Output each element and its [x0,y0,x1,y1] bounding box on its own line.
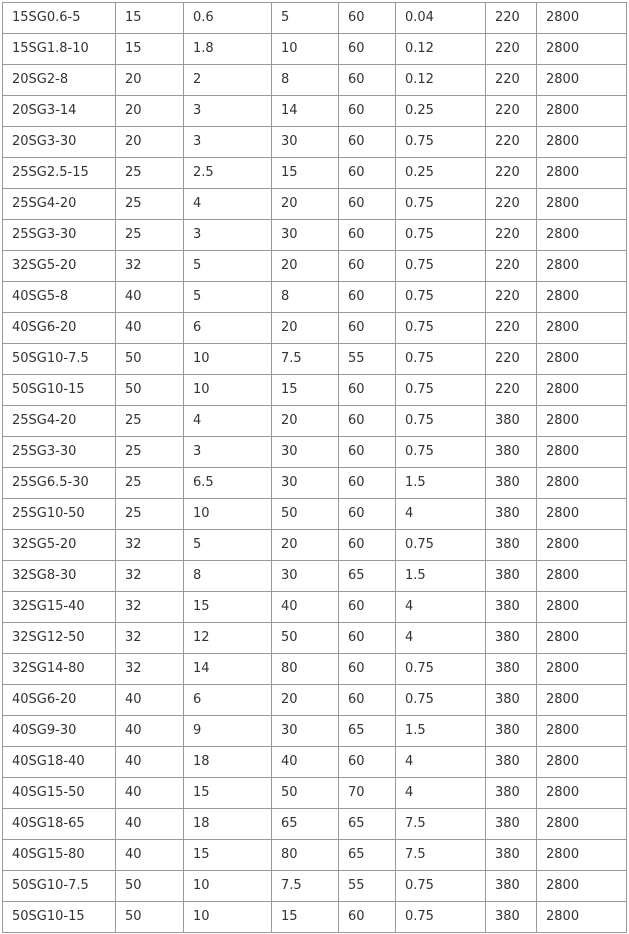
head-cell: 20 [272,189,339,220]
inlet-size-cell: 32 [116,654,184,685]
model-cell: 32SG8-30 [3,561,116,592]
flow-cell: 3 [184,220,272,251]
power-cell: 0.75 [396,282,486,313]
voltage-cell: 380 [486,685,537,716]
flow-cell: 4 [184,406,272,437]
col5-cell: 60 [339,313,396,344]
power-cell: 0.12 [396,65,486,96]
col5-cell: 65 [339,809,396,840]
inlet-size-cell: 15 [116,34,184,65]
col5-cell: 60 [339,127,396,158]
col5-cell: 60 [339,65,396,96]
voltage-cell: 380 [486,561,537,592]
model-cell: 40SG15-80 [3,840,116,871]
inlet-size-cell: 25 [116,437,184,468]
flow-cell: 10 [184,871,272,902]
power-cell: 4 [396,499,486,530]
table-row [3,34,627,65]
voltage-cell: 220 [486,344,537,375]
model-cell: 40SG6-20 [3,313,116,344]
table-row [3,468,627,499]
col5-cell: 60 [339,158,396,189]
power-cell: 0.25 [396,158,486,189]
flow-cell: 1.8 [184,34,272,65]
speed-cell: 2800 [537,251,627,282]
power-cell: 4 [396,747,486,778]
flow-cell: 6.5 [184,468,272,499]
speed-cell: 2800 [537,778,627,809]
head-cell: 40 [272,747,339,778]
table-row [3,375,627,406]
model-cell: 32SG15-40 [3,592,116,623]
inlet-size-cell: 40 [116,747,184,778]
speed-cell: 2800 [537,437,627,468]
col5-cell: 60 [339,34,396,65]
table-row [3,344,627,375]
head-cell: 30 [272,127,339,158]
speed-cell: 2800 [537,623,627,654]
voltage-cell: 220 [486,3,537,34]
voltage-cell: 220 [486,96,537,127]
model-cell: 40SG18-65 [3,809,116,840]
table-row [3,220,627,251]
inlet-size-cell: 32 [116,561,184,592]
pump-spec-table [2,2,627,933]
inlet-size-cell: 40 [116,809,184,840]
voltage-cell: 380 [486,406,537,437]
flow-cell: 9 [184,716,272,747]
speed-cell: 2800 [537,468,627,499]
model-cell: 40SG15-50 [3,778,116,809]
inlet-size-cell: 25 [116,499,184,530]
voltage-cell: 220 [486,251,537,282]
power-cell: 4 [396,592,486,623]
head-cell: 7.5 [272,344,339,375]
model-cell: 25SG4-20 [3,189,116,220]
table-row [3,406,627,437]
speed-cell: 2800 [537,65,627,96]
speed-cell: 2800 [537,406,627,437]
speed-cell: 2800 [537,561,627,592]
table-row [3,561,627,592]
head-cell: 40 [272,592,339,623]
flow-cell: 5 [184,530,272,561]
power-cell: 7.5 [396,809,486,840]
flow-cell: 6 [184,685,272,716]
col5-cell: 60 [339,654,396,685]
speed-cell: 2800 [537,654,627,685]
table-row [3,437,627,468]
speed-cell: 2800 [537,747,627,778]
head-cell: 20 [272,530,339,561]
inlet-size-cell: 20 [116,96,184,127]
flow-cell: 2.5 [184,158,272,189]
flow-cell: 10 [184,375,272,406]
inlet-size-cell: 40 [116,313,184,344]
head-cell: 30 [272,468,339,499]
table-row [3,902,627,933]
head-cell: 15 [272,375,339,406]
table-row [3,282,627,313]
power-cell: 7.5 [396,840,486,871]
speed-cell: 2800 [537,220,627,251]
inlet-size-cell: 50 [116,375,184,406]
head-cell: 80 [272,840,339,871]
col5-cell: 60 [339,468,396,499]
voltage-cell: 380 [486,654,537,685]
inlet-size-cell: 25 [116,189,184,220]
flow-cell: 2 [184,65,272,96]
head-cell: 8 [272,65,339,96]
speed-cell: 2800 [537,716,627,747]
voltage-cell: 220 [486,158,537,189]
flow-cell: 14 [184,654,272,685]
voltage-cell: 380 [486,623,537,654]
power-cell: 0.75 [396,902,486,933]
flow-cell: 10 [184,902,272,933]
speed-cell: 2800 [537,313,627,344]
col5-cell: 55 [339,344,396,375]
col5-cell: 60 [339,685,396,716]
voltage-cell: 380 [486,778,537,809]
voltage-cell: 220 [486,220,537,251]
inlet-size-cell: 40 [116,778,184,809]
model-cell: 32SG14-80 [3,654,116,685]
speed-cell: 2800 [537,96,627,127]
model-cell: 50SG10-7.5 [3,344,116,375]
flow-cell: 10 [184,344,272,375]
flow-cell: 3 [184,96,272,127]
col5-cell: 65 [339,561,396,592]
table-row [3,592,627,623]
flow-cell: 5 [184,282,272,313]
model-cell: 20SG3-14 [3,96,116,127]
power-cell: 0.75 [396,220,486,251]
model-cell: 40SG9-30 [3,716,116,747]
col5-cell: 60 [339,747,396,778]
col5-cell: 60 [339,96,396,127]
table-row [3,716,627,747]
voltage-cell: 380 [486,809,537,840]
table-row [3,499,627,530]
col5-cell: 65 [339,716,396,747]
head-cell: 50 [272,778,339,809]
power-cell: 1.5 [396,561,486,592]
flow-cell: 15 [184,840,272,871]
model-cell: 25SG6.5-30 [3,468,116,499]
speed-cell: 2800 [537,840,627,871]
power-cell: 0.75 [396,189,486,220]
head-cell: 50 [272,499,339,530]
table-body [3,3,627,933]
inlet-size-cell: 50 [116,344,184,375]
col5-cell: 60 [339,3,396,34]
power-cell: 0.25 [396,96,486,127]
head-cell: 15 [272,902,339,933]
col5-cell: 55 [339,871,396,902]
head-cell: 65 [272,809,339,840]
voltage-cell: 380 [486,468,537,499]
power-cell: 0.75 [396,654,486,685]
inlet-size-cell: 50 [116,871,184,902]
flow-cell: 3 [184,437,272,468]
col5-cell: 60 [339,220,396,251]
head-cell: 30 [272,561,339,592]
col5-cell: 60 [339,592,396,623]
table-row [3,530,627,561]
inlet-size-cell: 20 [116,65,184,96]
power-cell: 0.75 [396,375,486,406]
power-cell: 4 [396,778,486,809]
head-cell: 30 [272,220,339,251]
speed-cell: 2800 [537,809,627,840]
speed-cell: 2800 [537,530,627,561]
flow-cell: 8 [184,561,272,592]
inlet-size-cell: 32 [116,623,184,654]
flow-cell: 0.6 [184,3,272,34]
flow-cell: 5 [184,251,272,282]
table-row [3,871,627,902]
head-cell: 14 [272,96,339,127]
col5-cell: 60 [339,282,396,313]
voltage-cell: 380 [486,592,537,623]
inlet-size-cell: 20 [116,127,184,158]
speed-cell: 2800 [537,592,627,623]
model-cell: 32SG5-20 [3,530,116,561]
voltage-cell: 380 [486,499,537,530]
table-row [3,158,627,189]
model-cell: 40SG18-40 [3,747,116,778]
speed-cell: 2800 [537,127,627,158]
table-row [3,685,627,716]
power-cell: 0.12 [396,34,486,65]
model-cell: 40SG5-8 [3,282,116,313]
head-cell: 20 [272,251,339,282]
flow-cell: 4 [184,189,272,220]
power-cell: 0.75 [396,251,486,282]
power-cell: 0.75 [396,406,486,437]
model-cell: 20SG2-8 [3,65,116,96]
voltage-cell: 220 [486,65,537,96]
col5-cell: 60 [339,375,396,406]
voltage-cell: 220 [486,375,537,406]
inlet-size-cell: 32 [116,530,184,561]
col5-cell: 60 [339,530,396,561]
head-cell: 5 [272,3,339,34]
head-cell: 7.5 [272,871,339,902]
head-cell: 20 [272,406,339,437]
voltage-cell: 220 [486,313,537,344]
voltage-cell: 220 [486,34,537,65]
col5-cell: 60 [339,902,396,933]
power-cell: 0.75 [396,313,486,344]
col5-cell: 65 [339,840,396,871]
inlet-size-cell: 40 [116,716,184,747]
head-cell: 30 [272,716,339,747]
col5-cell: 60 [339,437,396,468]
speed-cell: 2800 [537,902,627,933]
power-cell: 0.75 [396,127,486,158]
power-cell: 0.75 [396,530,486,561]
head-cell: 10 [272,34,339,65]
col5-cell: 60 [339,406,396,437]
table-row [3,127,627,158]
voltage-cell: 380 [486,747,537,778]
inlet-size-cell: 40 [116,282,184,313]
table-row [3,251,627,282]
voltage-cell: 220 [486,282,537,313]
table-row [3,313,627,344]
flow-cell: 15 [184,592,272,623]
head-cell: 50 [272,623,339,654]
speed-cell: 2800 [537,499,627,530]
head-cell: 15 [272,158,339,189]
speed-cell: 2800 [537,34,627,65]
model-cell: 25SG4-20 [3,406,116,437]
flow-cell: 18 [184,747,272,778]
table-row [3,3,627,34]
col5-cell: 70 [339,778,396,809]
flow-cell: 6 [184,313,272,344]
model-cell: 15SG1.8-10 [3,34,116,65]
head-cell: 80 [272,654,339,685]
voltage-cell: 380 [486,840,537,871]
flow-cell: 12 [184,623,272,654]
model-cell: 25SG3-30 [3,437,116,468]
table-row [3,189,627,220]
model-cell: 15SG0.6-5 [3,3,116,34]
table-row [3,747,627,778]
speed-cell: 2800 [537,375,627,406]
power-cell: 4 [396,623,486,654]
model-cell: 32SG5-20 [3,251,116,282]
model-cell: 50SG10-15 [3,902,116,933]
model-cell: 25SG3-30 [3,220,116,251]
voltage-cell: 380 [486,716,537,747]
table-row [3,65,627,96]
model-cell: 32SG12-50 [3,623,116,654]
head-cell: 30 [272,437,339,468]
inlet-size-cell: 25 [116,468,184,499]
voltage-cell: 220 [486,189,537,220]
inlet-size-cell: 32 [116,592,184,623]
flow-cell: 3 [184,127,272,158]
head-cell: 20 [272,685,339,716]
model-cell: 50SG10-7.5 [3,871,116,902]
power-cell: 0.75 [396,685,486,716]
inlet-size-cell: 25 [116,220,184,251]
col5-cell: 60 [339,189,396,220]
model-cell: 50SG10-15 [3,375,116,406]
power-cell: 0.04 [396,3,486,34]
col5-cell: 60 [339,623,396,654]
table-row [3,809,627,840]
table-row [3,654,627,685]
inlet-size-cell: 40 [116,685,184,716]
col5-cell: 60 [339,499,396,530]
voltage-cell: 380 [486,437,537,468]
power-cell: 1.5 [396,468,486,499]
voltage-cell: 380 [486,530,537,561]
flow-cell: 15 [184,778,272,809]
model-cell: 25SG10-50 [3,499,116,530]
model-cell: 25SG2.5-15 [3,158,116,189]
inlet-size-cell: 40 [116,840,184,871]
speed-cell: 2800 [537,189,627,220]
model-cell: 20SG3-30 [3,127,116,158]
inlet-size-cell: 25 [116,406,184,437]
head-cell: 20 [272,313,339,344]
voltage-cell: 380 [486,902,537,933]
model-cell: 40SG6-20 [3,685,116,716]
speed-cell: 2800 [537,3,627,34]
power-cell: 0.75 [396,437,486,468]
speed-cell: 2800 [537,344,627,375]
power-cell: 0.75 [396,344,486,375]
inlet-size-cell: 15 [116,3,184,34]
speed-cell: 2800 [537,871,627,902]
inlet-size-cell: 50 [116,902,184,933]
table-row [3,96,627,127]
voltage-cell: 380 [486,871,537,902]
head-cell: 8 [272,282,339,313]
speed-cell: 2800 [537,158,627,189]
table-row [3,623,627,654]
inlet-size-cell: 32 [116,251,184,282]
power-cell: 0.75 [396,871,486,902]
table-row [3,840,627,871]
flow-cell: 18 [184,809,272,840]
voltage-cell: 220 [486,127,537,158]
speed-cell: 2800 [537,685,627,716]
power-cell: 1.5 [396,716,486,747]
flow-cell: 10 [184,499,272,530]
speed-cell: 2800 [537,282,627,313]
col5-cell: 60 [339,251,396,282]
table-row [3,778,627,809]
inlet-size-cell: 25 [116,158,184,189]
